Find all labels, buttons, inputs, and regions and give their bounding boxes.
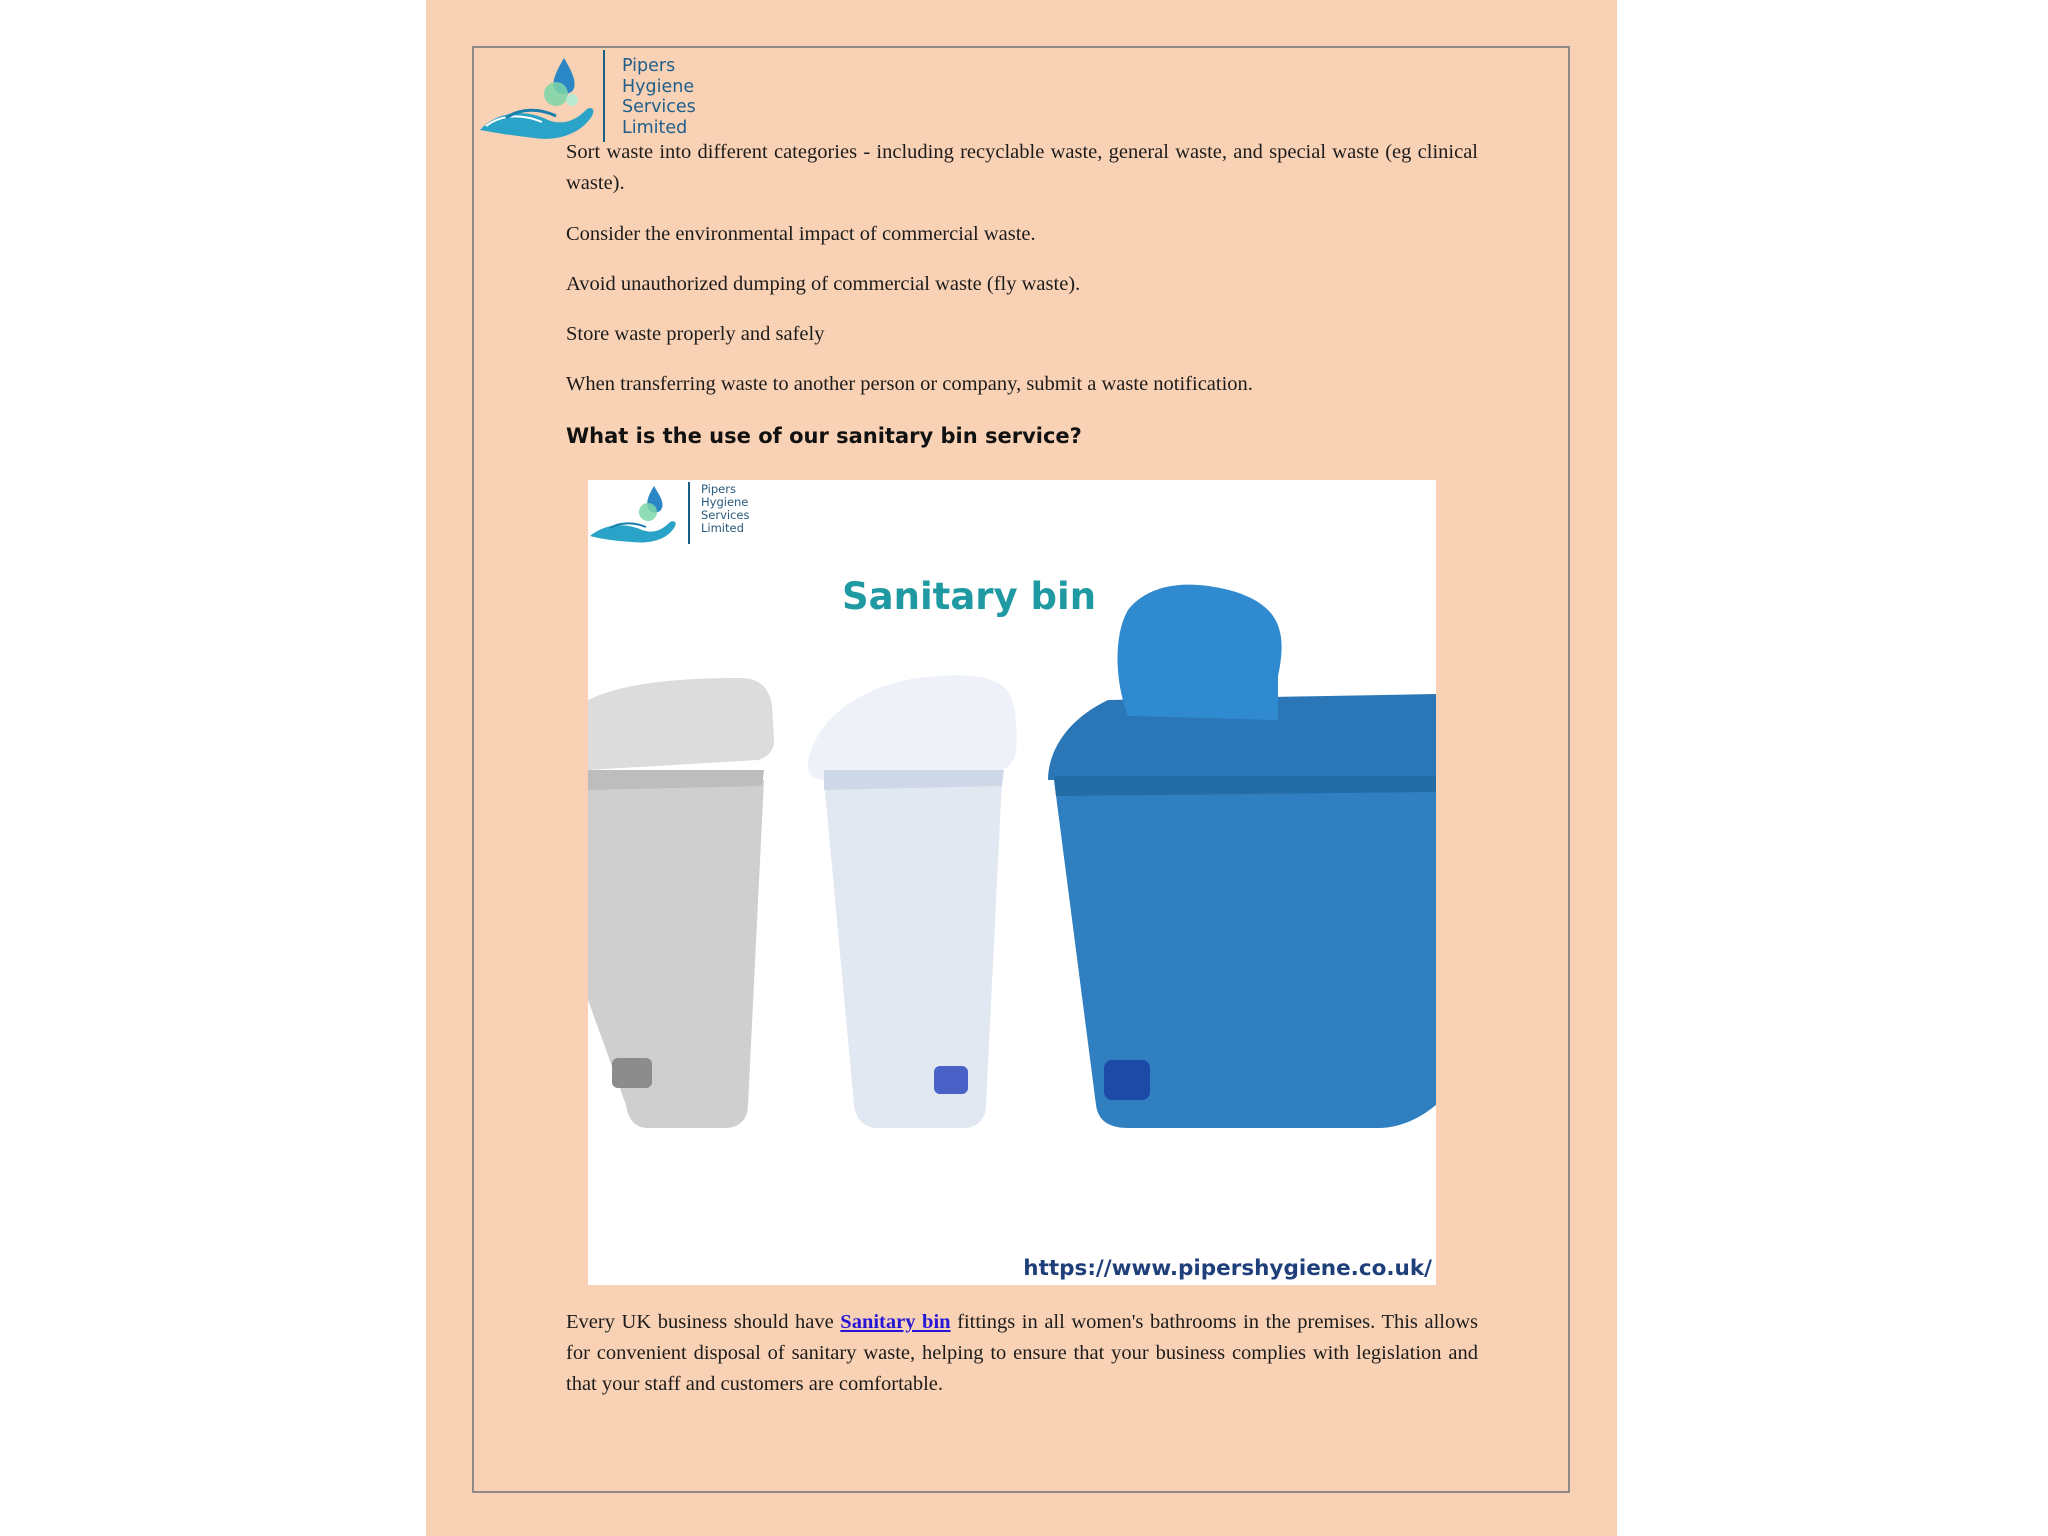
paragraph-text-start: Every UK business should have bbox=[566, 1311, 841, 1333]
grey-bin bbox=[588, 678, 774, 1128]
paragraph-avoid-dumping: Avoid unauthorized dumping of commercial waste (fly waste). bbox=[566, 273, 1081, 295]
paragraph-environmental-impact: Consider the environmental impact of commercial waste. bbox=[566, 223, 1036, 245]
banner-title: Sanitary bin bbox=[842, 575, 1097, 618]
logo-text: Pipers Hygiene Services Limited bbox=[701, 482, 750, 535]
sanitary-bin-banner bbox=[588, 480, 1436, 1285]
section-heading: What is the use of our sanitary bin service? bbox=[566, 424, 1082, 448]
hand-droplet-icon bbox=[476, 50, 602, 142]
banner-logo bbox=[588, 480, 778, 545]
white-bin bbox=[808, 675, 1017, 1128]
paragraph-sort-waste: Sort waste into different categories - including recyclable waste, general waste, and special waste (eg clinical waste). bbox=[566, 141, 1478, 194]
paragraph-text-end: fittings in all women's bathrooms in the premises. This allows for convenient disposal of sanitary waste, helping to ensure that your business complies with legislation and that your staff and customers are comfortable. bbox=[566, 1311, 1478, 1395]
paragraph-sanitary-bin-info bbox=[566, 1307, 1478, 1400]
company-logo bbox=[476, 50, 716, 142]
logo-divider bbox=[688, 482, 690, 544]
logo-text: Pipers Hygiene Services Limited bbox=[622, 56, 696, 138]
blue-bin bbox=[1048, 585, 1436, 1128]
banner-url: https://www.pipershygiene.co.uk/ bbox=[1023, 1256, 1432, 1281]
sanitary-bin-link[interactable]: Sanitary bin bbox=[840, 1311, 951, 1333]
paragraph-store-waste: Store waste properly and safely bbox=[566, 323, 825, 345]
hand-droplet-icon bbox=[588, 480, 686, 545]
logo-divider bbox=[603, 50, 605, 142]
paragraph-waste-notification: When transferring waste to another person or company, submit a waste notification. bbox=[566, 373, 1253, 395]
